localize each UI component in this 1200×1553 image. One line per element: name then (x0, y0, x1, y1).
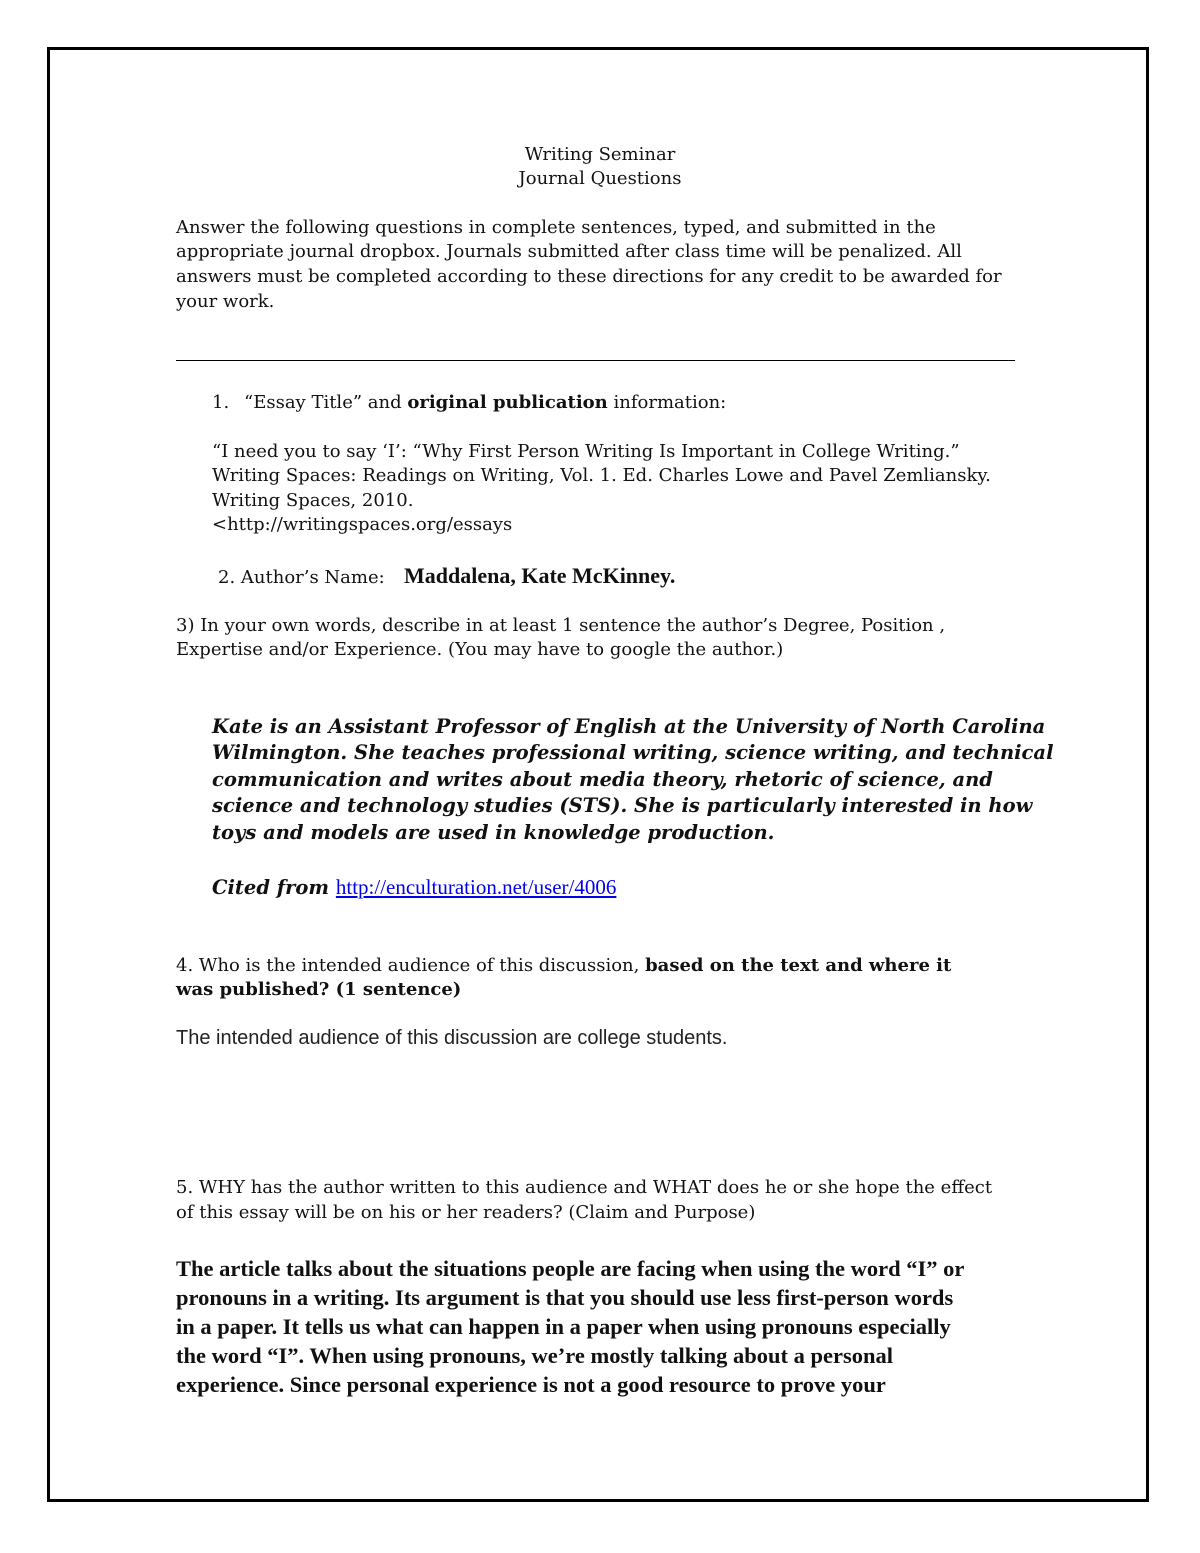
citation (212, 874, 616, 902)
answer-3-line: Kate is an Assistant Professor of English at the University of North Carolina (212, 715, 1046, 738)
answer-3-line: toys and models are used in knowledge production. (212, 821, 775, 844)
answer-1-line: Writing Spaces, 2010. (212, 490, 414, 511)
answer-3-line: communication and writes about media theory, rhetoric of science, and (212, 768, 993, 791)
answer-5-line: the word “I”. When using pronouns, we’re mostly talking about a personal (176, 1343, 893, 1368)
answer-5-line: pronouns in a writing. Its argument is that you should use less first-person words (176, 1285, 954, 1310)
answer-3-line: science and technology studies (STS). She is particularly interested in how (212, 794, 1033, 817)
question-3-line: Expertise and/or Experience. (You may have to google the author.) (176, 639, 784, 660)
document-subtitle: Journal Questions (518, 168, 682, 189)
question-2-answer: Maddalena, Kate McKinney. (404, 563, 676, 588)
answer-3-line: Wilmington. She teaches professional writing, science writing, and technical (212, 741, 1054, 764)
question-5-line: 5. WHY has the author written to this audience and WHAT does he or she hope the effect (176, 1177, 993, 1198)
citation-link[interactable]: http://enculturation.net/user/4006 (335, 875, 617, 899)
document-title: Writing Seminar (524, 144, 676, 165)
question-2-label: 2. Author’s Name: (218, 567, 385, 588)
answer-5-line: The article talks about the situations people are facing when using the word “I” or (176, 1256, 965, 1281)
question-5-line: of this essay will be on his or her readers? (Claim and Purpose) (176, 1202, 756, 1223)
question-4-bold-line: was published? (1 sentence) (176, 979, 462, 1000)
question-1-prefix: “Essay Title” and (244, 392, 408, 413)
section-divider (176, 360, 1015, 361)
question-1-bold: original publication (407, 392, 608, 413)
question-3-line: 3) In your own words, describe in at least 1 sentence the author’s Degree, Position , (176, 615, 946, 636)
answer-1-line: “I need you to say ‘I’: “Why First Person Writing Is Important in College Writing.” (212, 441, 960, 462)
answer-5-line: in a paper. It tells us what can happen in a paper when using pronouns especially (176, 1314, 951, 1339)
question-1-suffix: information: (607, 392, 727, 413)
question-1-number: 1. (212, 392, 230, 413)
question-4 (176, 954, 951, 979)
answer-5-line: experience. Since personal experience is not a good resource to prove your (176, 1372, 886, 1397)
question-4-prefix: 4. Who is the intended audience of this discussion, (176, 955, 646, 976)
question-1 (244, 391, 726, 416)
answer-1-line: <http://writingspaces.org/essays (212, 514, 513, 535)
instructions-line: appropriate journal dropbox. Journals submitted after class time will be penalized. All (176, 241, 962, 262)
instructions-line: Answer the following questions in complete sentences, typed, and submitted in the (176, 217, 936, 238)
citation-label: Cited from (212, 876, 336, 899)
answer-1-line: Writing Spaces: Readings on Writing, Vol. 1. Ed. Charles Lowe and Pavel Zemliansky. (212, 465, 991, 486)
instructions-line: your work. (176, 291, 275, 312)
instructions-line: answers must be completed according to these directions for any credit to be awarded for (176, 266, 1002, 287)
answer-4: The intended audience of this discussion are college students. (176, 1027, 728, 1049)
question-4-bold: based on the text and where it (645, 955, 952, 976)
